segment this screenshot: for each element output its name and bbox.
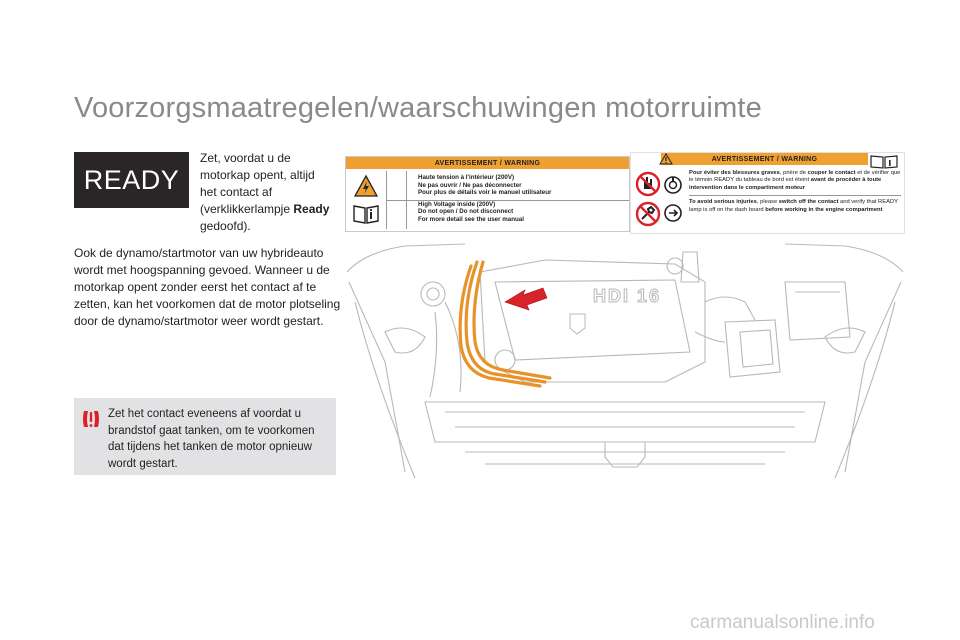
no-wrench-icon [635, 201, 661, 227]
page-title: Voorzorgsmaatregelen/waarschuwingen motorruimte [74, 92, 763, 124]
ready-instruction-bold: Ready [293, 202, 330, 216]
note-box [74, 398, 336, 475]
warning-fr-paragraph [689, 170, 901, 192]
no-touch-icon [635, 171, 661, 197]
warning-fr-2: , prière de [779, 170, 808, 176]
warning-label-1-text [418, 174, 551, 224]
high-voltage-icon [354, 174, 378, 198]
arrow-icon [663, 203, 683, 223]
warning-label-high-voltage [345, 156, 630, 232]
engine-cover-label: HDI 16 [593, 286, 662, 306]
warning-en-1: To avoid serious injuries [689, 199, 757, 206]
warning-line: Do not open / Do not disconnect [418, 208, 514, 216]
manual-book-icon [869, 155, 899, 169]
warning-en-5: before working in the engine compartment [765, 206, 883, 213]
warning-fr-1: Pour éviter des blessures graves [689, 170, 780, 176]
label-divider [689, 195, 901, 196]
warning-en-4: and verify that READY lamp is off on the dash board [689, 199, 898, 213]
main-paragraph: Ook de dynamo/startmotor van uw hybrideauto wordt met hoogspanning gevoed. Wanneer u de motorkap opent zonder eerst het contact af te zetten, kan het voorkomen dat de motor plotseling door de dynamo/startmotor weer wordt gestart. [74, 246, 341, 328]
ready-instruction-part2: gedoofd). [200, 219, 251, 233]
warning-line: Haute tension à l'intérieur (200V) [418, 174, 515, 181]
watermark-text: carmanualsonline.info [690, 612, 875, 633]
warning-label-2-text [689, 170, 901, 214]
warning-fr-5: avant de procéder à toute intervention dans le compartiment moteur [689, 177, 882, 191]
warning-label-2-header: AVERTISSEMENT / WARNING [661, 153, 868, 165]
note-text: Zet het contact eveneens af voordat u brandstof gaat tanken, om te voorkomen dat tijdens het tanken de motor opnieuw wordt gestart. [108, 408, 315, 470]
ready-indicator-label: READY [83, 164, 180, 195]
warning-label-ignition [630, 152, 905, 234]
warning-line: Pour plus de détails voir le manuel utilisateur [418, 189, 552, 197]
warning-fr-3: couper le contact [807, 170, 856, 176]
manual-book-icon [352, 203, 380, 225]
warning-triangle-icon [659, 153, 673, 165]
ready-instruction [200, 150, 330, 235]
warning-fr-4: et de vérifier que le témoin READY du tableau de bord est éteint [689, 170, 901, 184]
warning-en-paragraph [689, 199, 901, 214]
warning-line: For more detail see the user manual [418, 215, 524, 223]
warning-en-3: switch off the contact [778, 199, 839, 206]
ignition-key-icon [663, 175, 683, 195]
ready-instruction-part1: Zet, voordat u de motorkap opent, altijd het contact af (verklikkerlampje [200, 151, 315, 216]
warning-line: Ne pas ouvrir / Ne pas déconnecter [418, 181, 522, 189]
engine-compartment-illustration [345, 242, 905, 480]
warning-en-2: , please [756, 199, 779, 206]
red-pointer-arrow [505, 288, 547, 310]
warning-line: High Voltage inside (200V) [418, 200, 496, 208]
exclamation-warning-icon [82, 408, 100, 430]
ready-indicator-lamp [74, 152, 189, 208]
warning-label-1-header: AVERTISSEMENT / WARNING [346, 157, 629, 169]
